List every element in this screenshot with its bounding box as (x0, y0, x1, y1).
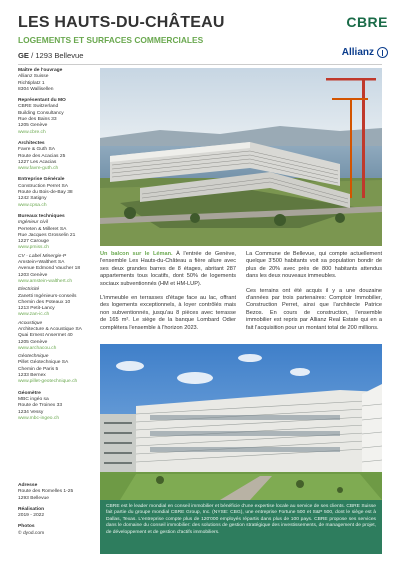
credit-line: Favre & Guth SA (18, 147, 55, 153)
credit-title: Entreprise Générale (18, 177, 65, 183)
credit-line: Quai Ernest Ansermet 40 (18, 333, 73, 339)
credit-line: 1205 Genève (18, 339, 48, 345)
credit-title: Représentant du MO (18, 98, 66, 104)
credit-line: Richtiplatz 1 (18, 80, 45, 86)
article-paragraph (100, 251, 236, 288)
credit-role: Géotechnique (18, 354, 49, 360)
article-paragraph: L'immeuble en terrasses d'étage face au lac, offrant des logements exceptionnels, à loyer contrôlés mais non subventionnés, jusqu'au 8 pièces avec terrasse de 165 m². Le siège de la banque Lombard Odier complétera l'ensemble à l'horizon 2023. (100, 295, 236, 331)
article-paragraph: Ces terrains ont été acquis il y a une douzaine d'années par trois partenaires: Comptoir Immobilier, Construction Perret, ainsi que l'architecte Patrice Bezos. En cours de construction, l'ensemble immobilier est repris par Allianz Real Estate qui en a fait l'acquisition pour un montant total de 200 millions. (246, 287, 382, 331)
credit-line: 1227 Carouge (18, 239, 49, 245)
fact-adresse (18, 483, 98, 502)
fact-title: Adresse (18, 483, 38, 488)
credit-line: Zanetti Ingénieurs-conseils (18, 293, 77, 299)
allianz-eagle-icon (377, 47, 388, 58)
allianz-logo-text: Allianz (341, 47, 374, 58)
credit-title: Bureaux techniques (18, 213, 65, 219)
credit-link[interactable]: www.cbre.ch (18, 129, 46, 135)
article-text: À l'entrée de Genève, l'ensemble Les Hauts-du-Château a fière allure avec ses deux grandes barres de 8 étages, abritant 287 appartements tous locatifs, dont 50% de logements sociaux subventionnés (HM et HM-LUP). (100, 251, 236, 287)
credit-title: Architectes (18, 140, 45, 146)
article-column-right (246, 251, 382, 339)
location-city: / 1293 Bellevue (28, 51, 84, 60)
project-facts (18, 483, 98, 542)
location-code: GE (18, 51, 29, 60)
credit-link[interactable]: www.favre-guth.ch (18, 166, 59, 172)
fact-title: Photos (18, 524, 35, 530)
credit-line: 1242 Satigny (18, 196, 47, 202)
page-title: LES HAUTS-DU-CHÂTEAU (18, 14, 225, 31)
credit-bureaux-techniques (18, 214, 98, 386)
credit-line: 8304 Wallisellen (18, 86, 54, 92)
cbre-logo: CBRE (346, 14, 388, 30)
credit-link[interactable]: www.pmiss.ch (18, 245, 49, 251)
credit-line: Route du Bois-de-Bay 38 (18, 190, 73, 196)
credit-link[interactable]: www.mbc-ingeo.ch (18, 415, 60, 421)
fact-line: 1293 Bellevue (18, 495, 49, 501)
fact-title: Réalisation (18, 506, 45, 512)
credit-line: 1227 Les Acacias (18, 159, 57, 165)
credit-link[interactable]: www.archacou.ch (18, 345, 57, 351)
credit-link[interactable]: www.pillet-geotechnique.ch (18, 379, 78, 385)
credit-line: Architecture & Acoustique SA (18, 326, 82, 332)
credit-maitre (18, 68, 98, 93)
credit-entreprise-generale (18, 177, 98, 208)
allianz-logo (342, 47, 388, 58)
fact-photos (18, 524, 98, 537)
credit-line: Route de Troinex 33 (18, 403, 63, 409)
credit-line: Rue Jacques Grosselin 21 (18, 232, 76, 238)
credit-line: Rue des Bains 33 (18, 117, 57, 123)
credit-title: Géomètre (18, 390, 41, 396)
credit-line: Pillet Géotechnique SA (18, 360, 69, 366)
credit-representant (18, 98, 98, 136)
credit-line: 1234 Vessy (18, 409, 44, 415)
header-divider (18, 64, 382, 65)
page-subtitle: LOGEMENTS ET SURFACES COMMERCIALES (18, 35, 204, 45)
credit-line: Chemin des Poteaux 10 (18, 299, 71, 305)
credit-line: Avenue Edmond Vaucher 18 (18, 266, 81, 272)
credit-line: Allianz Suisse (18, 74, 49, 80)
article-column-left (100, 251, 236, 339)
fact-line: © dyod.com (18, 530, 45, 536)
credit-architectes (18, 141, 98, 172)
credit-line: 1213 Petit-Lancy (18, 306, 55, 312)
credit-link[interactable]: www.cpsa.ch (18, 202, 47, 208)
aerial-photo (100, 68, 382, 246)
credit-role: Acoustique (18, 320, 43, 326)
credit-line: 1203 Genève (18, 272, 48, 278)
credit-link[interactable]: www.amstein-walthert.ch (18, 278, 73, 284)
page-header (18, 14, 388, 64)
credits-sidebar (18, 68, 98, 427)
fact-realisation (18, 507, 98, 520)
credit-title: Maître de l'ouvrage (18, 68, 63, 73)
credit-line: Amstein+Walthert SA (18, 260, 65, 266)
credit-line: Chemin de Paris 5 (18, 366, 59, 372)
credit-line: 1205 Genève (18, 123, 48, 129)
cbre-about-box (100, 500, 382, 554)
fact-line: 2019 - 2022 (18, 513, 45, 519)
credit-line: 1233 Bernex (18, 373, 46, 379)
article-lead: Un balcon sur le Léman. (100, 251, 173, 257)
credit-role: CV - Label Minergie-P (18, 253, 67, 259)
credit-line: Perreten & Milleret SA (18, 226, 67, 232)
building-photo (100, 344, 382, 500)
location-line (18, 51, 83, 60)
cbre-about-text: CBRE est le leader mondial en conseil immobilier et bénéficie d'une expertise locale au service de ses clients. CBRE Suisse fait partie du groupe mondial CBRE Group, Inc. (NYSE: CBG), une entreprise Fortune 500 et S&P 500, dont le siège est à Dallas, Texas. L'entreprise compte plus de 120'000 employés répartis dans plus de 100 pays. CBRE propose ses services dans le domaine du conseil immobilier: des solutions de gestion stratégique des investissements, de management de projet, de développement et de gestion d'actifs immobiliers. (106, 504, 376, 535)
credit-geometre (18, 391, 98, 422)
credit-line: Building Consultancy (18, 110, 64, 116)
credit-line: Construction Perret SA (18, 183, 69, 189)
credit-link[interactable]: www.zan-ic.ch (18, 312, 50, 318)
credit-line: Route des Acacias 25 (18, 153, 66, 159)
credit-role: Electricité (18, 287, 40, 293)
article-paragraph: La Commune de Bellevue, qui compte actuellement quelque 3'500 habitants voit sa population bondir de plus de 20% avec près de 800 habitants attendus dans les deux nouveaux immeubles. (246, 251, 382, 280)
credit-line: MBC ingéo sa (18, 396, 49, 402)
fact-line: Route des Romelles 1-25 (18, 489, 74, 495)
credit-role: Ingénieur civil (18, 220, 48, 226)
credit-line: CBRE Switzerland (18, 104, 59, 110)
